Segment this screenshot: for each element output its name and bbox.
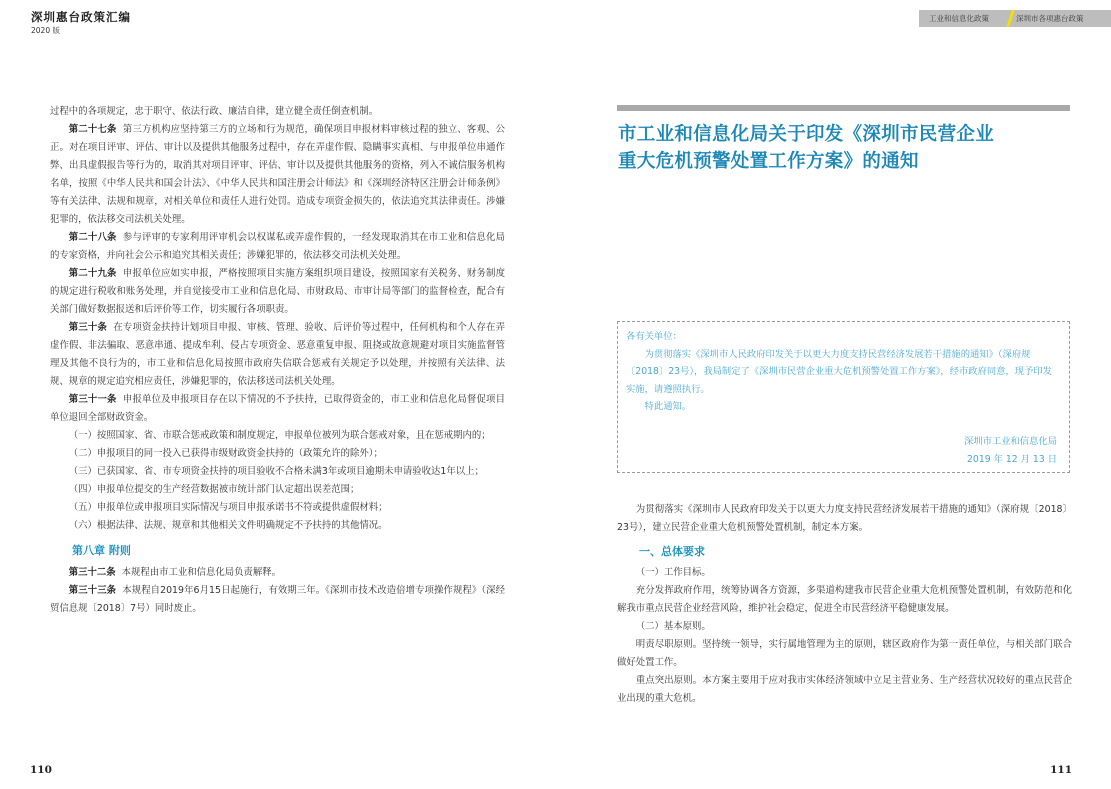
paragraph: 充分发挥政府作用，统筹协调各方资源，多渠道构建我市民营企业重大危机预警处置机制，有效防范和化解我市重点民营企业经营风险，维护社会稳定，促进全市民营经济平稳健康发展。 (617, 585, 1072, 614)
notice-date: 2019 年 12 月 13 日 (967, 454, 1057, 465)
article-number: 第三十一条 (68, 394, 117, 405)
page-title-line: 市工业和信息化局关于印发《深圳市民营企业 (618, 124, 995, 145)
notice-salutation: 各有关单位： (626, 331, 682, 342)
article-30: 第三十条 在专项资金扶持计划项目申报、审核、管理、验收、后评价等过程中，任何机构和个人存在弄虚作假、非法骗取、恶意串通、提成牟利、侵占专项资金、恶意重复申报、阻挠或故意规避对项目实施监督管理及其他不良行为的，市工业和信息化局按照市政府失信联合惩戒有关规定予以处理，并按照有关法律、法规、规章的规定追究相应责任，涉嫌犯罪的，依法移送司法机关处理。 (50, 322, 505, 387)
left-page-body (50, 103, 505, 618)
notice-box (617, 321, 1070, 473)
article-33: 第三十三条 本规程自2019年6月15日起施行，有效期三年。《深圳市技术改造倍增专项操作规程》（深经贸信息规〔2018〕7号）同时废止。 (50, 585, 505, 614)
article-27: 第二十七条 第三方机构应坚持第三方的立场和行为规范，确保项目申报材料审核过程的独立、客观、公正。对在项目评审、评估、审计以及提供其他服务过程中，存在弄虚作假、隐瞒事实真相、与申报单位串通作弊、出具虚假报告等行为的，取消其对项目评审、评估、审计以及提供其他服务的资格，列入不诚信服务机构名单，按照《中华人民共和国会计法》、《中华人民共和国注册会计师法》和《深圳经济特区注册会计师条例》等有关法律、法规和规章，对相关单位和责任人进行处罚。造成专项资金损失的，依法追究其法律责任。涉嫌犯罪的，依法移交司法机关处理。 (50, 124, 505, 225)
article-number: 第三十二条 (68, 567, 116, 578)
page-title-line: 重大危机预警处置工作方案》的通知 (618, 151, 919, 172)
article-number: 第二十九条 (68, 268, 117, 279)
paragraph: 明责尽职原则。坚持统一领导，实行属地管理为主的原则，辖区政府作为第一责任单位，与相关部门联合做好处置工作。 (617, 639, 1072, 668)
subsection-title: （一）工作目标。 (635, 567, 711, 578)
section-heading: 一、总体要求 (639, 545, 705, 558)
article-29: 第二十九条 申报单位应如实申报，严格按照项目实施方案组织项目建设，按照国家有关税务、财务制度的规定进行税收和账务处理，并自觉接受市工业和信息化局、市财政局、市审计局等部门的监督检查，配合有关部门做好数据报送和后评价等工作，切实履行各项职责。 (50, 268, 505, 315)
article-number: 第三十三条 (68, 585, 117, 596)
tab-industry-policy: 工业和信息化政策 (929, 14, 989, 23)
paragraph: 过程中的各项规定，忠于职守、依法行政、廉洁自律，建立健全责任倒查机制。 (50, 106, 379, 117)
list-item: （四）申报单位提交的生产经营数据被市统计部门认定超出误差范围； (68, 484, 360, 495)
intro-paragraph: 为贯彻落实《深圳市人民政府印发关于以更大力度支持民营经济发展若干措施的通知》（深府规〔2018〕23号），建立民营企业重大危机预警处置机制，制定本方案。 (617, 504, 1072, 533)
list-item: （三）已获国家、省、市专项资金扶持的项目验收不合格未满3年或项目逾期未申请验收达1年以上； (68, 466, 484, 477)
paragraph: 重点突出原则。本方案主要用于应对我市实体经济领域中立足主营业务、生产经营状况较好的重点民营企业出现的重大危机。 (617, 675, 1072, 704)
article-31: 第三十一条 申报单位及申报项目存在以下情况的不予扶持，已取得资金的，市工业和信息化局督促项目单位退回全部财政资金。 (50, 394, 505, 423)
article-number: 第三十条 (68, 322, 108, 333)
subsection-title: （二）基本原则。 (635, 621, 711, 632)
list-item: （一）按照国家、省、市联合惩戒政策和制度规定，申报单位被列为联合惩戒对象，且在惩戒期内的； (68, 430, 491, 441)
notice-closing: 特此通知。 (644, 401, 692, 412)
section-tabs (919, 10, 1111, 27)
page-number-right: 111 (1050, 764, 1072, 776)
book-edition-year: 2020 版 (31, 26, 60, 35)
article-28: 第二十八条 参与评审的专家利用评审机会以权谋私或弄虚作假的，一经发现取消其在市工业和信息化局的专家资格，并向社会公示和追究其相关责任；涉嫌犯罪的，依法移交司法机关处理。 (50, 232, 505, 261)
list-item: （六）根据法律、法规、规章和其他相关文件明确规定不予扶持的其他情况。 (68, 520, 388, 531)
article-number: 第二十七条 (68, 124, 117, 135)
chapter-heading: 第八章 附则 (72, 544, 131, 557)
list-item: （五）申报单位或申报项目实际情况与项目申报承诺书不符或提供虚假材料； (68, 502, 388, 513)
notice-signature: 深圳市工业和信息化局 (964, 436, 1057, 447)
book-title: 深圳惠台政策汇编 (31, 10, 131, 24)
page-title (618, 121, 1068, 175)
page-number-left: 110 (30, 764, 52, 776)
article-32: 第三十二条 本规程由市工业和信息化局负责解释。 (68, 567, 282, 578)
tab-shenzhen-policy: 深圳市各项惠台政策 (1016, 14, 1084, 23)
article-number: 第二十八条 (68, 232, 117, 243)
title-rule (617, 105, 1070, 111)
right-page-body (617, 501, 1072, 708)
notice-body: 为贯彻落实《深圳市人民政府印发关于以更大力度支持民营经济发展若干措施的通知》（深府规〔2018〕23号），我局制定了《深圳市民营企业重大危机预警处置工作方案》，经市政府同意，现予印发实施，请遵照执行。 (626, 348, 1052, 395)
list-item: （二）申报项目的同一投入已获得市级财政资金扶持的（政策允许的除外）； (68, 448, 383, 459)
